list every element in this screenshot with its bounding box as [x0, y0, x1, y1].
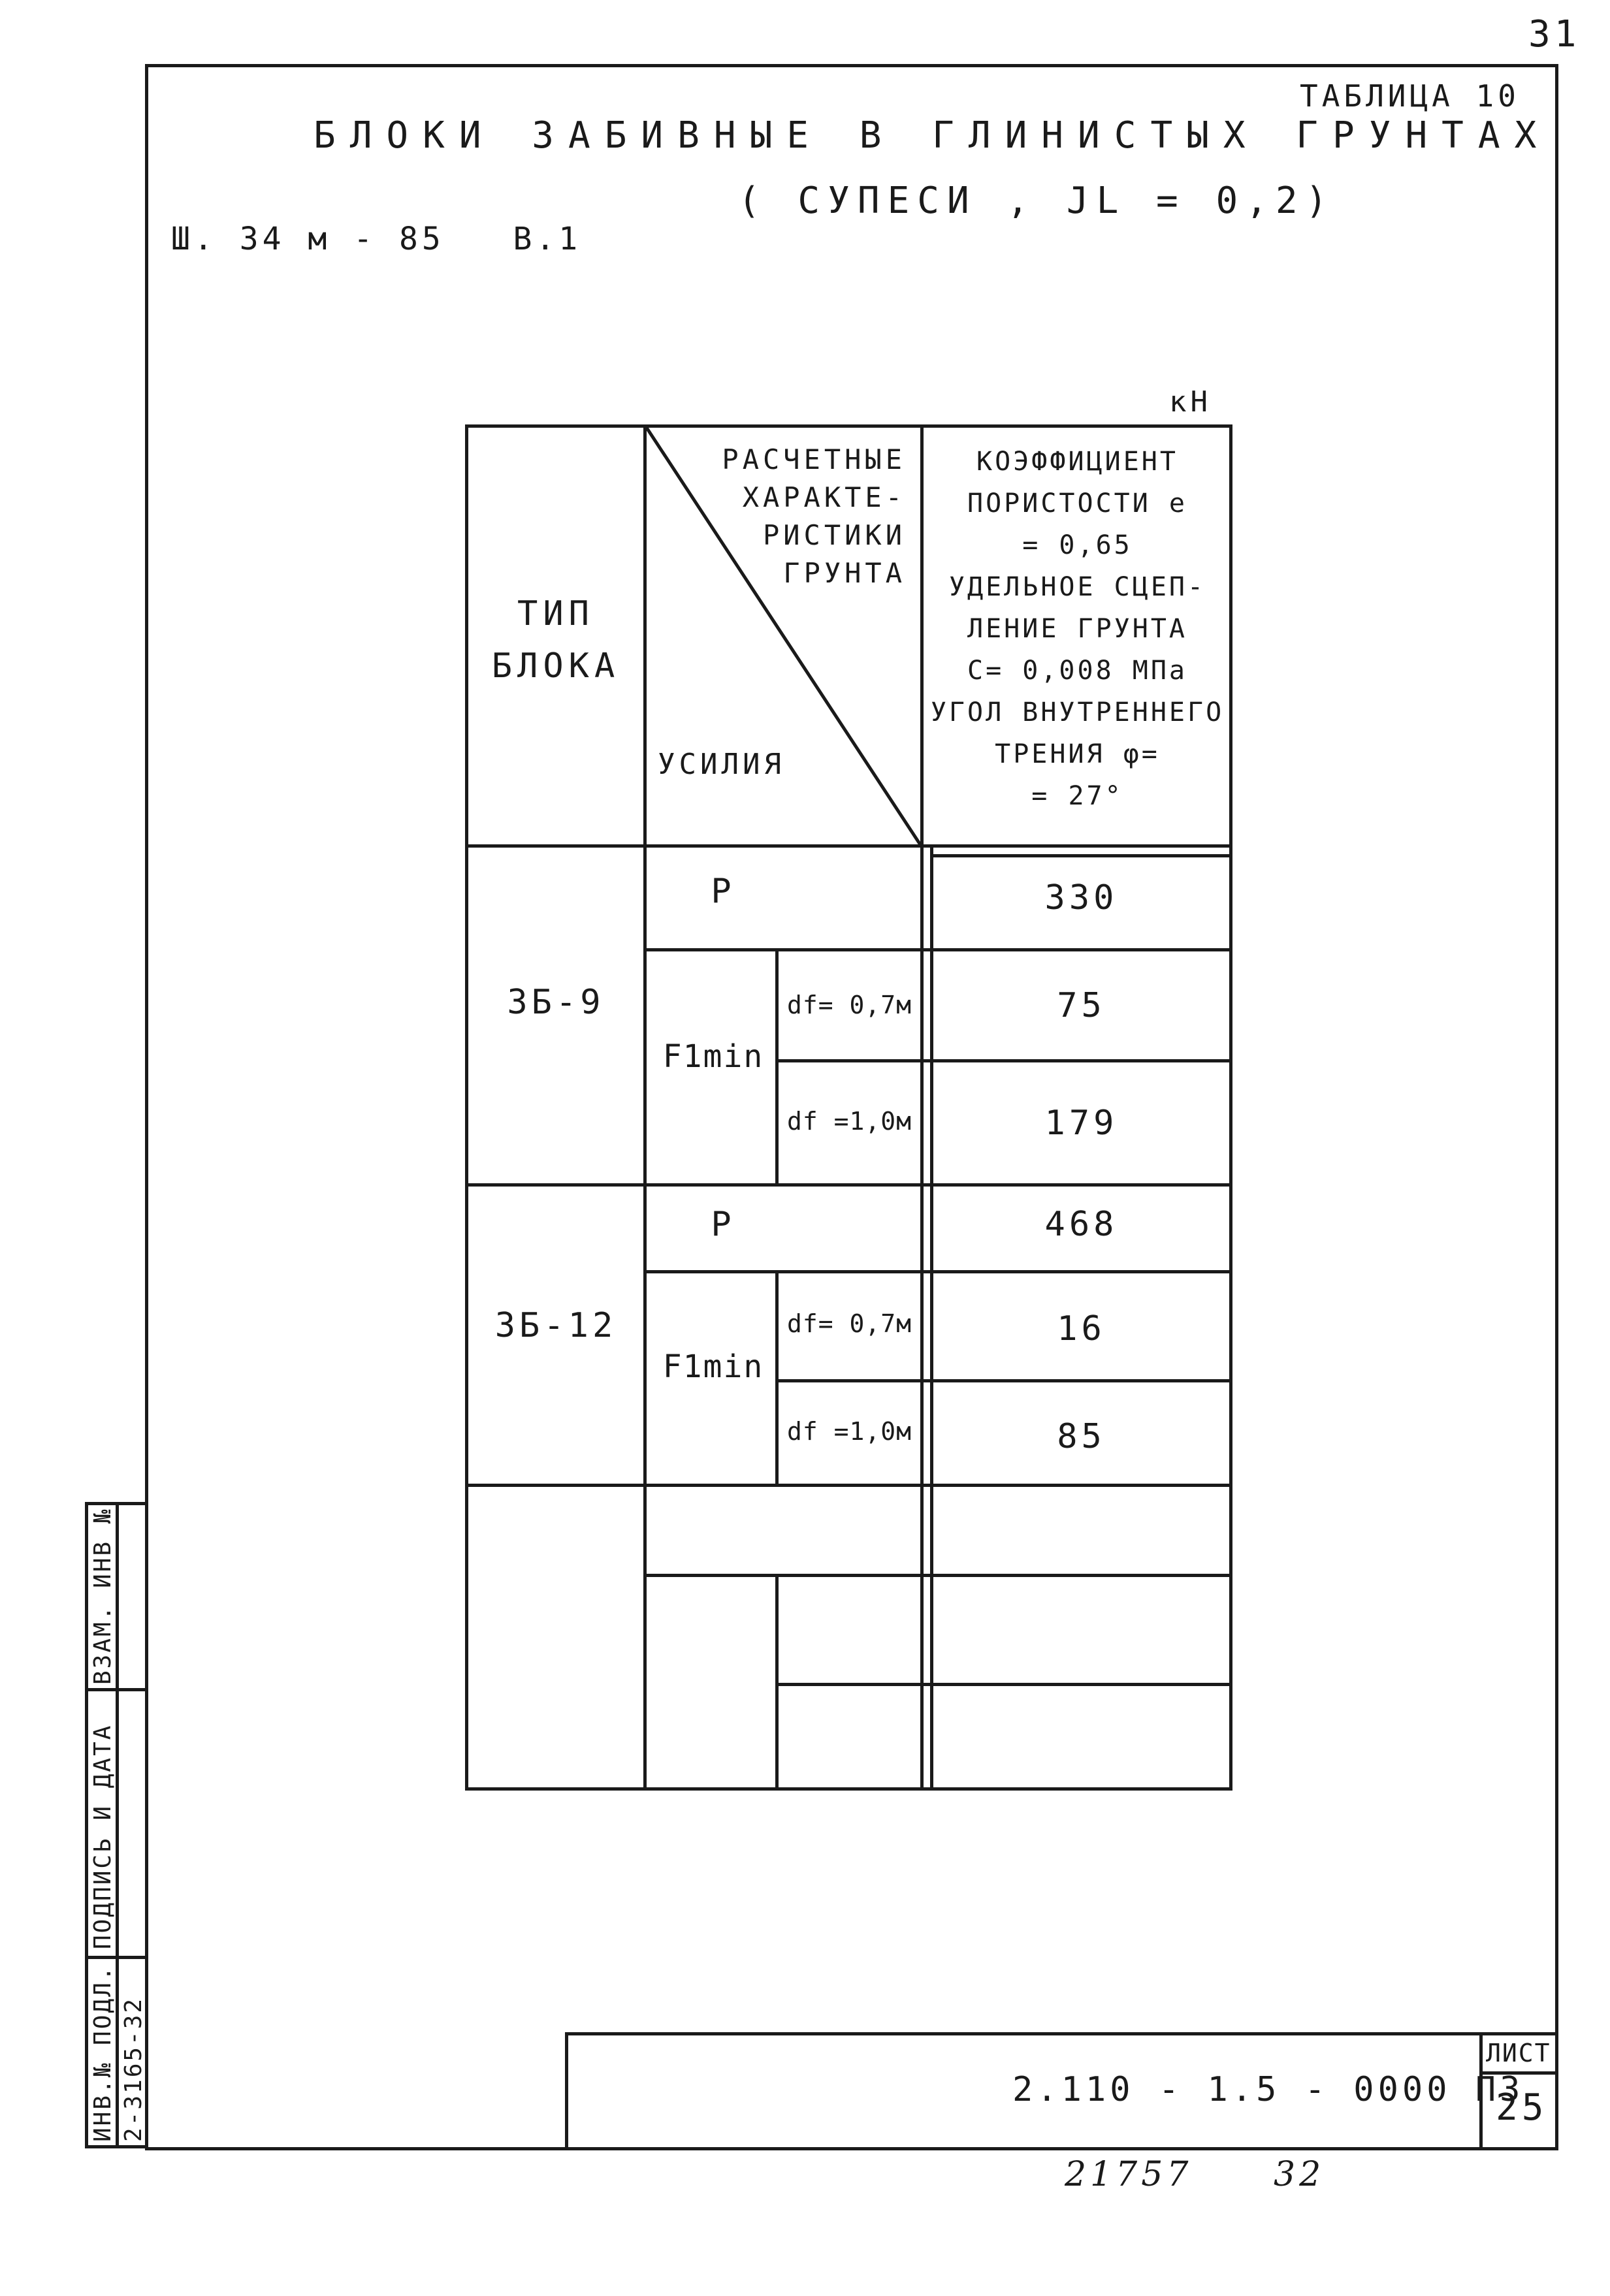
block-type-1: 3Б-9 — [507, 983, 605, 1022]
col-sep-2c — [775, 1577, 779, 1787]
block-sep-2 — [468, 1484, 1229, 1487]
side-stamp-row-1 — [85, 1688, 148, 1691]
header-block-type: ТИП БЛОКА — [491, 594, 620, 686]
block-2-value-1: 16 — [1057, 1309, 1106, 1348]
block-2-p-value: 468 — [1044, 1205, 1118, 1244]
title-block-left — [565, 2032, 568, 2150]
units-label: кН — [1169, 385, 1212, 419]
header-soil-parameters: КОЭФФИЦИЕНТ ПОРИСТОСТИ e = 0,65 УДЕЛЬНОЕ СЦЕП- ЛЕНИЕ ГРУНТА C= 0,008 МПа УГОЛ ВНУТРЕННЕГО ТРЕНИЯ φ= = 27° — [930, 447, 1225, 811]
frame-bottom-edge — [145, 2147, 1558, 2150]
block-sep-1 — [468, 1183, 1229, 1187]
table-label: ТАБЛИЦА 10 — [1300, 78, 1520, 114]
archive-number-2: 32 — [1274, 2155, 1325, 2194]
block-1-p-value: 330 — [1044, 878, 1118, 917]
sheet-number: 25 — [1496, 2086, 1548, 2129]
block-2-p-label: P — [711, 1205, 735, 1244]
block-2-f-label: F1min — [662, 1348, 764, 1385]
side-stamp-replacement: ВЗАМ. ИНВ № — [89, 1507, 116, 1685]
frame-right-edge — [1555, 1949, 1558, 2150]
row-line-2 — [775, 1059, 1229, 1062]
row-line-5 — [643, 1574, 1229, 1577]
block-1-value-2: 179 — [1044, 1104, 1118, 1143]
side-stamp-signature: ПОДПИСЬ И ДАТА — [89, 1723, 116, 1949]
sheet-label: ЛИСТ — [1486, 2039, 1551, 2067]
block-2-value-2: 85 — [1057, 1417, 1106, 1456]
block-1-p-label: P — [711, 872, 735, 911]
side-stamp-inventory-value: 2-3165-32 — [120, 1996, 147, 2142]
row-line-3 — [643, 1270, 1229, 1273]
block-1-f-label: F1min — [662, 1038, 764, 1075]
title-block-top — [565, 2032, 1558, 2035]
header-forces: УСИЛИЯ — [658, 748, 785, 781]
header-soil-characteristics: РАСЧЕТНЫЕ ХАРАКТЕ- РИСТИКИ ГРУНТА — [722, 443, 906, 589]
side-stamp-row-2 — [85, 1956, 148, 1959]
row-line-4 — [775, 1379, 1229, 1382]
header-bottom-2 — [930, 854, 1229, 857]
block-2-cond-2: df =1,0м — [786, 1417, 912, 1446]
title-line-2: ( СУПЕСИ , JL = 0,2) — [738, 180, 1336, 222]
series-reference: Ш. 34 м - 85 В.1 — [171, 221, 582, 257]
block-1-cond-2: df =1,0м — [786, 1107, 912, 1136]
block-1-cond-1: df= 0,7м — [786, 991, 912, 1019]
title-line-1: БЛОКИ ЗАБИВНЫЕ В ГЛИНИСТЫХ ГРУНТАХ — [314, 114, 1551, 157]
page-number: 31 — [1528, 13, 1581, 56]
block-2-cond-1: df= 0,7м — [786, 1309, 912, 1338]
block-1-value-1: 75 — [1057, 986, 1106, 1025]
col-sep-2a — [775, 948, 779, 1187]
archive-number: 21757 — [1065, 2155, 1193, 2194]
block-type-2: 3Б-12 — [494, 1306, 617, 1345]
loads-table — [465, 424, 1232, 1791]
row-line-6 — [775, 1683, 1229, 1686]
side-stamp-inventory-label: ИНВ.№ ПОДЛ. — [89, 1964, 116, 2142]
document-code: 2.110 - 1.5 - 0000 ПЗ — [1012, 2070, 1524, 2109]
row-line-1 — [643, 948, 1229, 951]
